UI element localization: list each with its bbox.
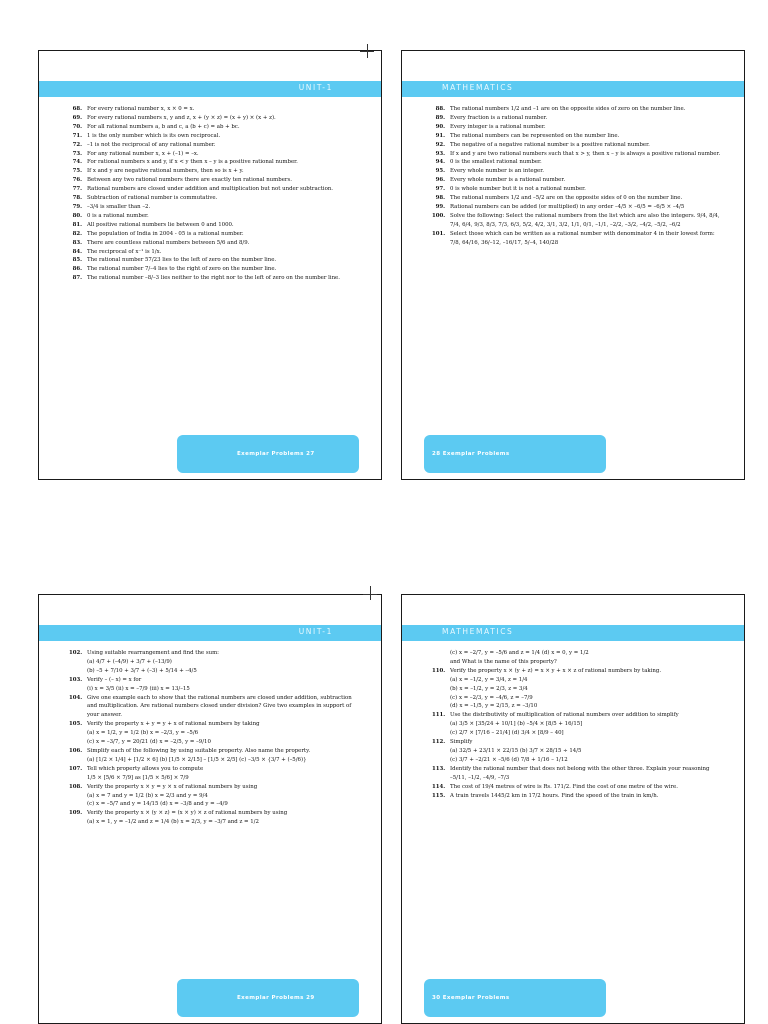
question-item — [432, 212, 724, 230]
question-number — [69, 729, 87, 738]
question-text: The rational numbers can be represented on the number line. — [450, 132, 620, 139]
question-number: 99. — [435, 203, 445, 210]
question-number: 87. — [72, 275, 82, 282]
page-header-band — [39, 81, 381, 97]
question-text: If x and y are negative rational numbers, then so is x + y. — [87, 168, 244, 175]
question-number: 108. — [69, 783, 83, 790]
question-number: 74. — [72, 159, 82, 166]
page-footer-label: Exemplar Problems 27 — [237, 451, 315, 457]
question-item — [432, 176, 724, 185]
question-number: 85. — [72, 257, 82, 264]
question-text: 0 is a rational number. — [87, 212, 149, 219]
question-item — [432, 649, 724, 658]
question-number: 113. — [432, 765, 446, 772]
question-text: Identify the rational number that does not belong with the other three. Explain your reasoning — [450, 765, 710, 772]
question-list — [432, 649, 724, 800]
question-text: Simplify — [450, 739, 473, 746]
question-number: 111. — [432, 712, 446, 719]
question-number — [69, 800, 87, 809]
question-item — [432, 756, 724, 765]
page-header-band — [402, 625, 744, 641]
question-text: 0 is the smallest rational number. — [450, 159, 542, 166]
question-item — [432, 658, 724, 667]
question-text: For every rational numbers x, y and z, x + (y × z) = (x + y) × (x + z). — [87, 114, 276, 121]
question-text: (i) x = 3/5 (ii) x = –7/9 (iii) x = 13/–15 — [87, 685, 190, 692]
question-text: 1/5 × [5/6 × 7/9] as [1/5 × 5/6] × 7/9 — [87, 774, 189, 781]
question-text: 1 is the only number which is its own reciprocal. — [87, 132, 221, 139]
crop-mark — [370, 586, 371, 600]
question-text: (c) 2/7 × [7/16 – 21/4] (d) 3/4 × [8/9 – 40] — [450, 730, 564, 737]
question-number — [432, 720, 450, 729]
question-item — [69, 123, 361, 132]
question-item — [69, 230, 361, 239]
question-text: –3/4 is smaller than –2. — [87, 203, 151, 210]
question-number — [69, 685, 87, 694]
question-list — [69, 105, 361, 283]
page-30 — [401, 594, 745, 1024]
question-item — [69, 114, 361, 123]
question-item — [69, 158, 361, 167]
question-number: 95. — [435, 168, 445, 175]
page-header-band — [39, 625, 381, 641]
question-item — [69, 265, 361, 274]
question-number: 100. — [432, 212, 446, 219]
question-number — [432, 729, 450, 738]
question-number: 89. — [435, 114, 445, 121]
question-text: (a) 3/5 × [35/24 + 10/1] (b) –5/4 × [8/5 + 16/15] — [450, 721, 583, 728]
question-item — [432, 167, 724, 176]
question-text: The rational numbers 1/2 and –5/2 are on the opposite sides of 0 on the number line. — [450, 195, 683, 202]
question-number: 88. — [435, 106, 445, 112]
question-number: 83. — [72, 239, 82, 246]
question-number — [432, 774, 450, 783]
question-number — [432, 747, 450, 756]
question-text: (a) x = 1/2, y = 1/2 (b) x = –2/3, y = –5/6 — [87, 730, 199, 737]
question-number: 75. — [72, 168, 82, 175]
question-number: 79. — [72, 203, 82, 210]
question-text: (a) x = 1, y = –1/2 and z = 1/4 (b) x = 2/3, y = –3/7 and z = 1/2 — [87, 819, 259, 826]
question-number: 76. — [72, 177, 82, 184]
question-number — [432, 694, 450, 703]
question-number: 97. — [435, 186, 445, 193]
page-footer-label: 30 Exemplar Problems — [432, 995, 510, 1001]
question-item — [69, 194, 361, 203]
question-item — [69, 649, 361, 658]
question-text: If x and y are two rational numbers such that x > y, then x – y is always a positive rational number. — [450, 150, 721, 157]
question-text: (c) 3/7 + –2/21 × –5/6 (d) 7/8 + 1/16 – 1/12 — [450, 756, 568, 763]
question-number: 112. — [432, 739, 446, 746]
question-item — [69, 694, 361, 721]
question-number: 78. — [72, 195, 82, 202]
question-number: 115. — [432, 792, 446, 799]
question-item — [432, 114, 724, 123]
question-item — [432, 765, 724, 774]
subject-label: MATHEMATICS — [442, 83, 514, 92]
question-item — [69, 658, 361, 667]
page-footer — [424, 435, 606, 473]
question-text: Verify – (– x) = x for — [87, 676, 142, 683]
question-text: (a) x = 7 and y = 1/2 (b) x = 2/3 and y = 9/4 — [87, 792, 208, 799]
question-item — [432, 774, 724, 783]
question-text: A train travels 1445/2 km in 17/2 hours. Find the speed of the train in km/h. — [450, 792, 659, 799]
question-number: 93. — [435, 150, 445, 157]
question-item — [432, 676, 724, 685]
question-list — [432, 105, 724, 248]
question-item — [69, 800, 361, 809]
question-number: 107. — [69, 765, 83, 772]
question-number: 70. — [72, 123, 82, 130]
question-item — [432, 747, 724, 756]
question-text: There are countless rational numbers between 5/6 and 8/9. — [87, 239, 250, 246]
question-number: 72. — [72, 141, 82, 148]
question-item — [432, 141, 724, 150]
question-item — [432, 685, 724, 694]
question-item — [69, 212, 361, 221]
question-number — [432, 676, 450, 685]
question-text: The negative of a negative rational number is a positive rational number. — [450, 141, 650, 148]
question-item — [432, 132, 724, 141]
question-item — [432, 203, 724, 212]
question-text: (a) 32/5 + 23/11 × 22/15 (b) 3/7 × 28/15 ÷ 14/5 — [450, 747, 582, 754]
question-number: 82. — [72, 230, 82, 237]
question-item — [432, 158, 724, 167]
question-text: –1 is not the reciprocal of any rational number. — [87, 141, 216, 148]
crop-mark — [360, 51, 374, 52]
question-number: 86. — [72, 266, 82, 273]
question-text: The rational number 57/23 lies to the left of zero on the number line. — [87, 257, 277, 264]
question-text: Tell which property allows you to compute — [87, 765, 204, 772]
question-text: Verify the property x × (y × z) = (x × y) × z of rational numbers by using — [87, 810, 288, 817]
page-28 — [401, 50, 745, 480]
question-item — [432, 702, 724, 711]
question-text: For all rational numbers a, b and c, a (b + c) = ab + bc. — [87, 123, 240, 130]
question-text: Verify the property x × (y + z) = x × y + x × z of rational numbers by taking. — [450, 667, 662, 674]
question-item — [69, 185, 361, 194]
question-number: 77. — [72, 186, 82, 193]
question-item — [69, 783, 361, 792]
question-item — [69, 720, 361, 729]
question-text: Every fraction is a rational number. — [450, 114, 548, 121]
page-header-band — [402, 81, 744, 97]
question-item — [69, 167, 361, 176]
question-number: 69. — [72, 114, 82, 121]
question-text: The rational number 7/–4 lies to the right of zero on the number line. — [87, 266, 277, 273]
question-number: 96. — [435, 177, 445, 184]
question-text: 0 is whole number but it is not a rational number. — [450, 186, 586, 193]
question-number — [69, 792, 87, 801]
question-text: (a) [1/2 × 1/4] + [1/2 × 6] (b) [1/5 × 2/15] – [1/5 × 2/5] (c) –3/5 × {3/7 + (–5/6)} — [87, 756, 307, 763]
question-number: 101. — [432, 230, 446, 237]
question-text: (b) –5 + 7/10 + 3/7 + (–3) + 5/14 + –4/5 — [87, 667, 197, 674]
question-number — [69, 738, 87, 747]
question-number — [69, 658, 87, 667]
question-text: Every whole number is an integer. — [450, 168, 544, 175]
question-item — [69, 274, 361, 283]
question-item — [69, 248, 361, 257]
question-item — [432, 123, 724, 132]
question-text: –5/11, –1/2, –4/9, –7/3 — [450, 774, 510, 781]
question-text: Every whole number is a rational number. — [450, 177, 566, 184]
page-footer — [177, 435, 359, 473]
subject-label: MATHEMATICS — [442, 627, 514, 636]
question-item — [69, 141, 361, 150]
question-text: The rational numbers 1/2 and –1 are on the opposite sides of zero on the number line. — [450, 106, 686, 112]
question-item — [69, 256, 361, 265]
question-item — [69, 729, 361, 738]
question-number: 104. — [69, 694, 83, 701]
question-number — [432, 756, 450, 765]
question-number: 68. — [72, 106, 82, 112]
question-text: Use the distributivity of multiplication of rational numbers over addition to simplify — [450, 712, 679, 719]
question-item — [69, 150, 361, 159]
question-item — [432, 105, 724, 114]
question-number: 84. — [72, 248, 82, 255]
question-text: (c) x = –2/7, y = –5/6 and z = 1/4 (d) x = 0, y = 1/2 — [450, 650, 589, 656]
question-text: The reciprocal of x⁻¹ is 1/x. — [87, 248, 162, 255]
question-text: All positive rational numbers lie between 0 and 1000. — [87, 221, 234, 228]
question-item — [69, 756, 361, 765]
page-footer — [424, 979, 606, 1017]
question-text: For any rational number x, x + (–1) = –x. — [87, 150, 199, 157]
question-item — [69, 809, 361, 818]
question-item — [432, 230, 724, 248]
question-number: 81. — [72, 221, 82, 228]
unit-label: UNIT-1 — [298, 627, 333, 636]
question-item — [432, 783, 724, 792]
question-item — [432, 150, 724, 159]
question-item — [432, 720, 724, 729]
question-item — [69, 818, 361, 827]
question-text: (a) x = –1/2, y = 3/4, z = 1/4 — [450, 676, 528, 683]
question-text: Simplify each of the following by using suitable property. Also name the property. — [87, 747, 311, 754]
question-item — [69, 239, 361, 248]
question-number — [432, 658, 450, 667]
question-item — [432, 185, 724, 194]
question-text: Give one example each to show that the rational numbers are closed under addition, subtraction and multiplication. Are rational numbers closed under division? Give two examples in support of your answer. — [87, 694, 352, 719]
question-text: Select those which can be written as a rational number with denominator 4 in their lowest form: 7/8, 64/16, 36/–12, –16/17, 5/–4, 140/28 — [450, 230, 715, 246]
question-number — [69, 667, 87, 676]
question-text: The population of India in 2004 - 05 is a rational number. — [87, 230, 244, 237]
question-item — [432, 694, 724, 703]
unit-label: UNIT-1 — [298, 83, 333, 92]
question-text: (b) x = –1/2, y = 2/3, z = 3/4 — [450, 685, 528, 692]
question-number: 105. — [69, 721, 83, 728]
question-text: Between any two rational numbers there are exactly ten rational numbers. — [87, 177, 292, 184]
question-item — [69, 765, 361, 774]
question-number: 109. — [69, 810, 83, 817]
question-text: The cost of 19/4 metres of wire is Rs. 171/2. Find the cost of one metre of the wire. — [450, 783, 678, 790]
question-number: 91. — [435, 132, 445, 139]
question-number: 98. — [435, 195, 445, 202]
question-list — [69, 649, 361, 827]
question-item — [432, 711, 724, 720]
question-text: Subtraction of rational number is commutative. — [87, 195, 218, 202]
question-text: Rational numbers are closed under addition and multiplication but not under subtraction. — [87, 186, 334, 193]
question-number: 94. — [435, 159, 445, 166]
question-text: The rational number –8/–3 lies neither to the right nor to the left of zero on the number line. — [87, 275, 340, 282]
page-27 — [38, 50, 382, 480]
question-number — [69, 774, 87, 783]
question-text: (d) x = –1/5, y = 2/15, z = –3/10 — [450, 703, 538, 710]
question-item — [69, 738, 361, 747]
question-item — [432, 729, 724, 738]
question-text: Verify the property x × y = y × x of rational numbers by using — [87, 783, 258, 790]
question-number: 103. — [69, 676, 83, 683]
question-number: 102. — [69, 650, 83, 656]
question-item — [69, 685, 361, 694]
page-footer-label: Exemplar Problems 29 — [237, 995, 315, 1001]
question-item — [69, 747, 361, 756]
question-item — [69, 105, 361, 114]
question-number: 106. — [69, 747, 83, 754]
question-item — [69, 774, 361, 783]
question-number: 114. — [432, 783, 446, 790]
question-text: and What is the name of this property? — [450, 658, 557, 665]
question-number: 80. — [72, 212, 82, 219]
crop-mark — [363, 594, 377, 595]
question-item — [432, 738, 724, 747]
page-29 — [38, 594, 382, 1024]
question-text: (c) x = –3/7, y = 20/21 (d) x = –2/5, y = –9/10 — [87, 739, 211, 746]
question-text: (c) x = –2/3, y = –4/6, z = –7/9 — [450, 694, 533, 701]
question-text: Verify the property x + y = y + x of rational numbers by taking — [87, 721, 260, 728]
question-text: Every integer is a rational number. — [450, 123, 546, 130]
question-text: Using suitable rearrangement and find the sum: — [87, 650, 219, 656]
question-item — [69, 676, 361, 685]
question-number — [69, 818, 87, 827]
question-number: 73. — [72, 150, 82, 157]
question-text: (a) 4/7 + (–4/9) + 3/7 + (–13/9) — [87, 658, 172, 665]
question-number — [69, 756, 87, 765]
question-number: 71. — [72, 132, 82, 139]
question-number — [432, 685, 450, 694]
page-footer — [177, 979, 359, 1017]
question-text: (c) x = –5/7 and y = 14/15 (d) x = –3/8 and y = –4/9 — [87, 801, 228, 808]
page-footer-label: 28 Exemplar Problems — [432, 451, 510, 457]
question-text: Solve the following: Select the rational numbers from the list which are also the integers. 9/4, 8/4, 7/4, 6/4, 9/3, 8/3, 7/3, 6/3, 5/2, 4/2, 3/1, 3/2, 1/1, 0/1, –1/1, –2/2, –3/2, –4/2, –5/2, –6/2 — [450, 212, 720, 228]
question-item — [69, 203, 361, 212]
question-item — [432, 792, 724, 801]
question-number: 110. — [432, 667, 446, 674]
question-number: 92. — [435, 141, 445, 148]
question-item — [69, 132, 361, 141]
question-item — [69, 176, 361, 185]
question-item — [432, 667, 724, 676]
question-number: 90. — [435, 123, 445, 130]
question-item — [69, 667, 361, 676]
question-number — [432, 702, 450, 711]
question-number — [432, 649, 450, 658]
question-text: Rational numbers can be added (or multiplied) in any order –4/5 × –6/5 = –6/5 × –4/5 — [450, 203, 685, 210]
question-item — [432, 194, 724, 203]
question-text: For every rational number x, x × 0 = x. — [87, 106, 195, 112]
question-text: For rational numbers x and y, if x < y then x – y is a positive rational number. — [87, 159, 298, 166]
question-item — [69, 221, 361, 230]
question-item — [69, 792, 361, 801]
